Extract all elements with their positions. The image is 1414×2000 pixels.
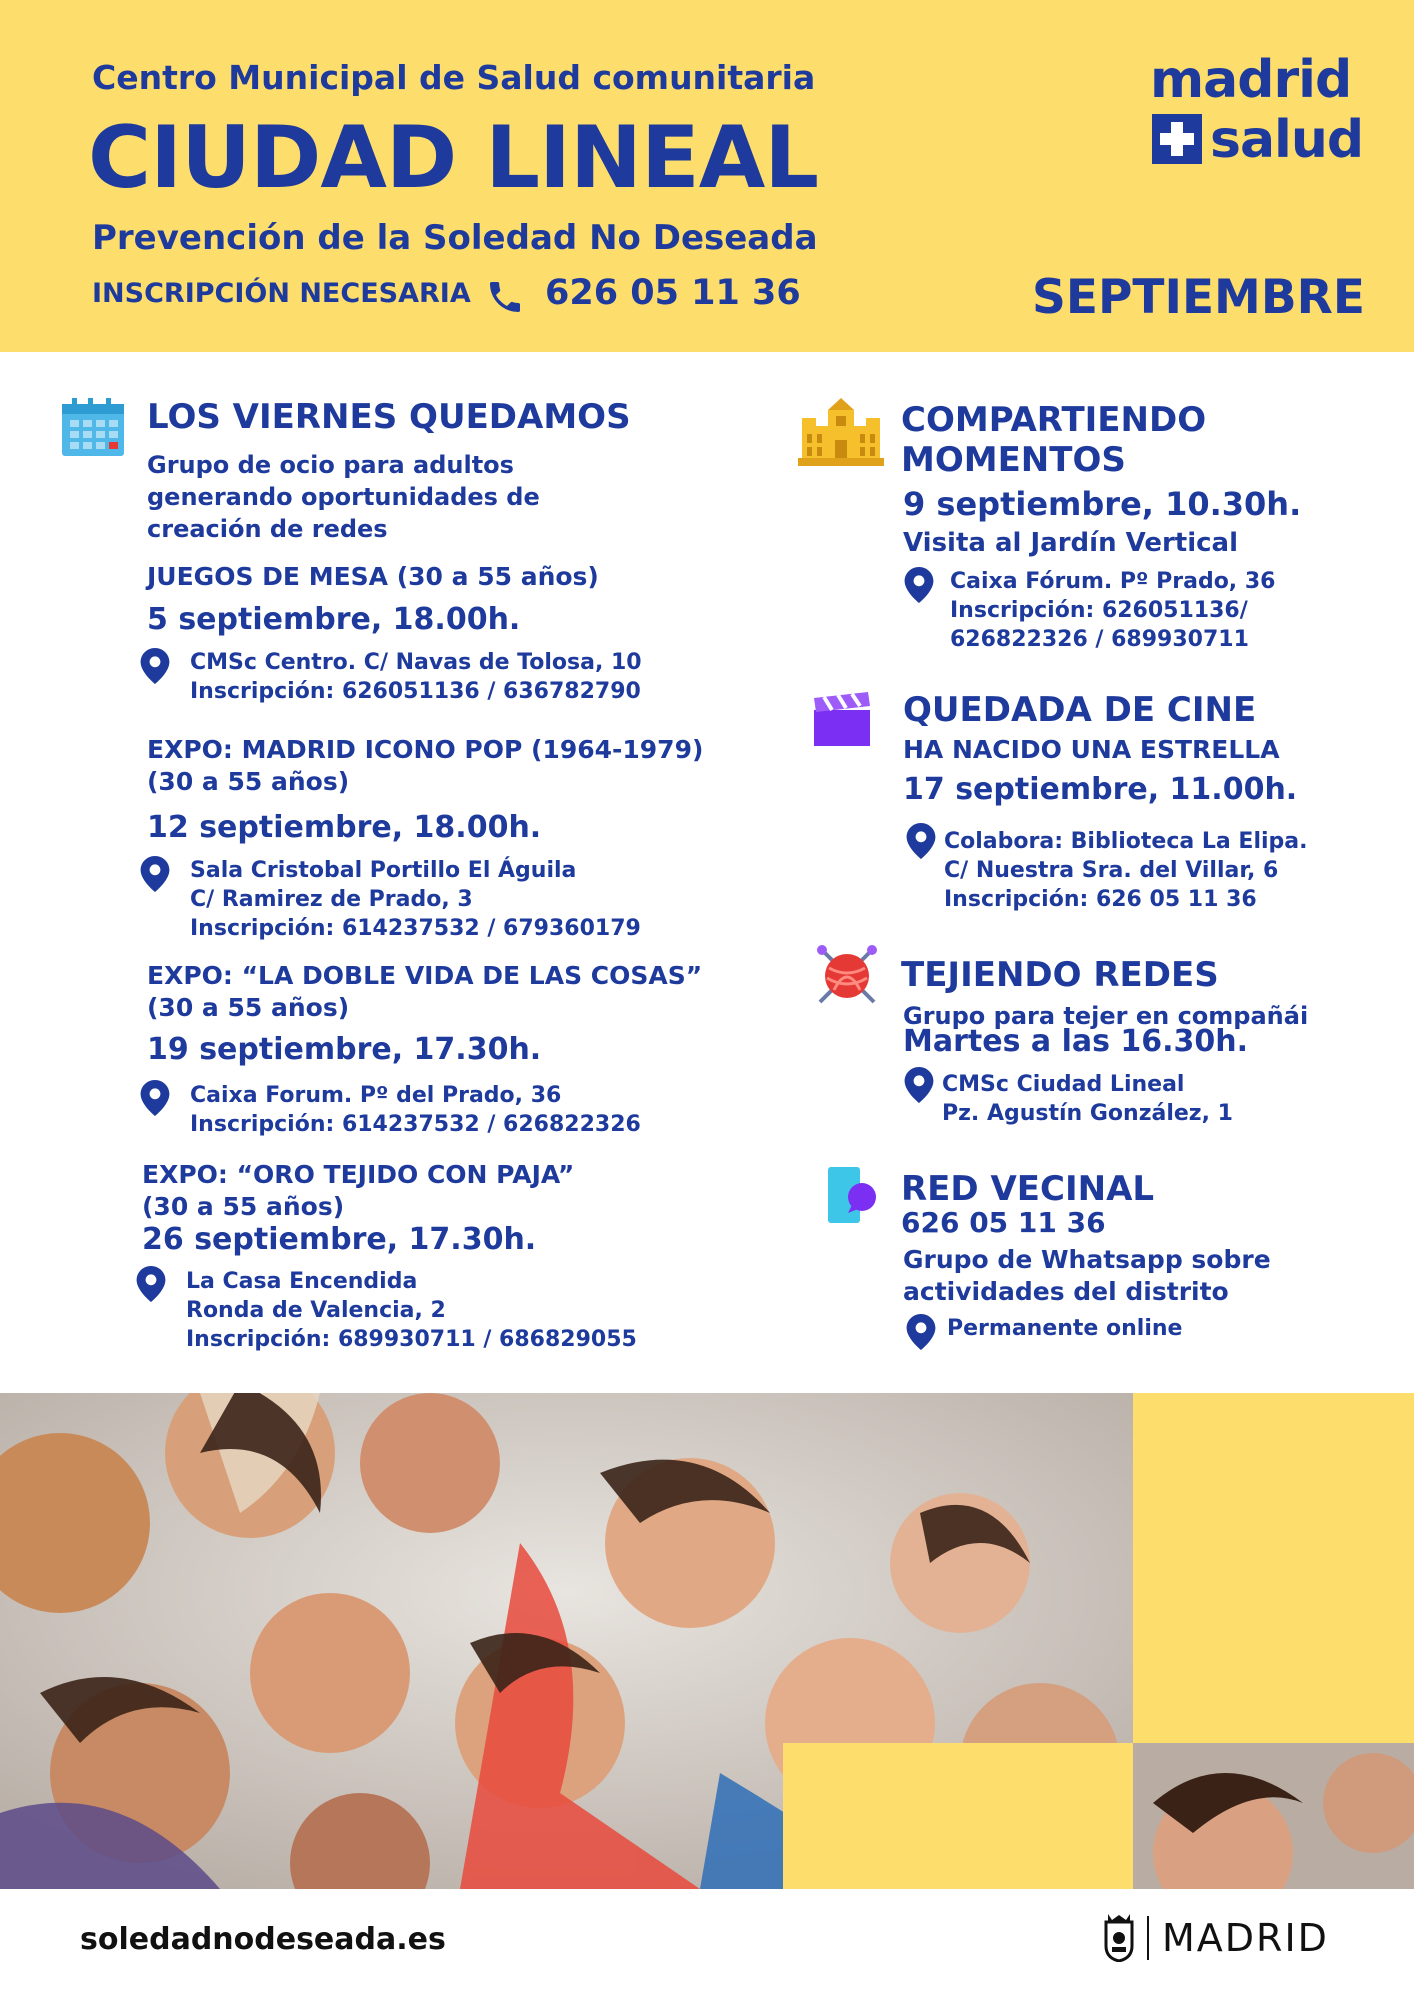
month-label: SEPTIEMBRE	[1032, 270, 1365, 325]
website-link[interactable]: soledadnodeseada.es	[80, 1922, 446, 1957]
event-location: CMSc Centro. C/ Navas de Tolosa, 10 Inscripción: 626051136 / 636782790	[190, 650, 642, 704]
clapperboard-icon	[812, 692, 872, 746]
yarn-ball-icon	[816, 944, 878, 1006]
location-pin-icon	[904, 1067, 934, 1103]
subtitle: Prevención de la Soledad No Deseada	[92, 218, 818, 258]
event-name: JUEGOS DE MESA (30 a 55 años)	[147, 562, 599, 591]
section-title-viernes: LOS VIERNES QUEDAMOS	[147, 397, 631, 437]
compartiendo-sub: Visita al Jardín Vertical	[903, 528, 1238, 558]
madrid-coat-of-arms-icon	[1102, 1912, 1136, 1962]
event-name: EXPO: MADRID ICONO POP (1964-1979) (30 a 55 años)	[147, 735, 704, 796]
section-title-tejiendo: TEJIENDO REDES	[901, 955, 1219, 995]
location-pin-icon	[906, 823, 936, 859]
palace-icon	[798, 396, 884, 466]
location-pin-icon	[140, 856, 170, 892]
event-name: EXPO: “LA DOBLE VIDA DE LAS COSAS” (30 a 55 años)	[147, 961, 703, 1022]
event-location: Sala Cristobal Portillo El Águila C/ Ramirez de Prado, 3 Inscripción: 614237532 / 679360179	[190, 858, 641, 941]
red-location: Permanente online	[947, 1316, 1183, 1341]
cine-date: 17 septiembre, 11.00h.	[903, 772, 1298, 807]
event-name: EXPO: “ORO TEJIDO CON PAJA” (30 a 55 años)	[142, 1160, 575, 1221]
event-location: Caixa Forum. Pº del Prado, 36 Inscripción: 614237532 / 626822326	[190, 1083, 641, 1137]
footer-divider	[1147, 1916, 1149, 1960]
person-photo	[1133, 1743, 1414, 1889]
section-title-compartiendo: COMPARTIENDO MOMENTOS	[901, 400, 1207, 480]
location-pin-icon	[140, 648, 170, 684]
page-title: CIUDAD LINEAL	[88, 108, 819, 208]
section-title-red: RED VECINAL	[901, 1169, 1155, 1209]
chat-phone-icon	[828, 1165, 882, 1225]
red-phone[interactable]: 626 05 11 36	[901, 1206, 1106, 1239]
section-desc-viernes: Grupo de ocio para adultos generando oportunidades de creación de redes	[147, 451, 540, 543]
cine-location: Colabora: Biblioteca La Elipa. C/ Nuestra Sra. del Villar, 6 Inscripción: 626 05 11 36	[944, 829, 1308, 912]
event-date: 26 septiembre, 17.30h.	[142, 1222, 537, 1257]
tejiendo-date: Martes a las 16.30h.	[903, 1024, 1249, 1059]
red-desc: Grupo de Whatsapp sobre actividades del distrito	[903, 1245, 1271, 1306]
event-date: 12 septiembre, 18.00h.	[147, 810, 542, 845]
compartiendo-date: 9 septiembre, 10.30h.	[903, 485, 1302, 523]
calendar-icon	[62, 398, 124, 456]
phone-icon	[483, 277, 527, 317]
location-pin-icon	[904, 567, 934, 603]
location-pin-icon	[136, 1266, 166, 1302]
decorative-yellow-block	[783, 1743, 1133, 1889]
tejiendo-location: CMSc Ciudad Lineal Pz. Agustín González, 1	[942, 1072, 1233, 1126]
event-date: 19 septiembre, 17.30h.	[147, 1032, 542, 1067]
madrid-logo-text: MADRID	[1162, 1916, 1329, 1960]
tejiendo-sub: Grupo para tejer en compañái	[903, 1002, 1309, 1030]
inscription-label: INSCRIPCIÓN NECESARIA	[92, 278, 471, 309]
logo-salud-text: salud	[1210, 110, 1364, 170]
event-date: 5 septiembre, 18.00h.	[147, 602, 521, 637]
location-pin-icon	[140, 1080, 170, 1116]
decorative-yellow-block	[1133, 1393, 1414, 1743]
logo-cross-icon	[1152, 114, 1202, 164]
centro-label: Centro Municipal de Salud comunitaria	[92, 58, 816, 97]
compartiendo-location: Caixa Fórum. Pº Prado, 36 Inscripción: 626051136/ 626822326 / 689930711	[950, 569, 1276, 652]
event-location: La Casa Encendida Ronda de Valencia, 2 Inscripción: 689930711 / 686829055	[186, 1269, 637, 1352]
logo-madrid-text: madrid	[1150, 50, 1352, 110]
section-title-cine: QUEDADA DE CINE	[903, 690, 1257, 730]
header-phone[interactable]: 626 05 11 36	[545, 273, 801, 313]
location-pin-icon	[906, 1314, 936, 1350]
cine-sub: HA NACIDO UNA ESTRELLA	[903, 735, 1280, 764]
